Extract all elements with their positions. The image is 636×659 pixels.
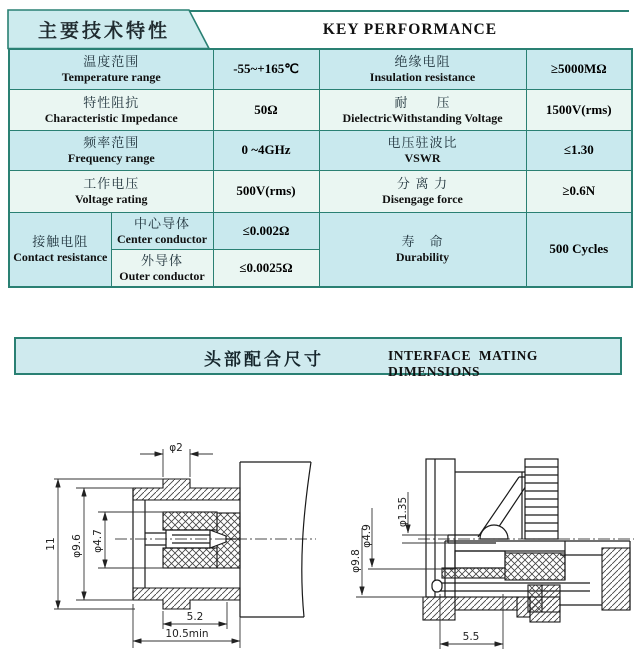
label-cn: 外导体 [141,252,184,268]
label-cn: 工作电压 [83,176,140,191]
cell-impedance-value: 50Ω [213,89,319,130]
cell-temperature-range-label [9,49,213,89]
cell-center-conductor-value: ≤0.002Ω [213,212,319,249]
label-cn: 特性阻抗 [83,94,140,110]
cell-insulation-resistance-value: ≥5000MΩ [526,49,632,89]
shell-bottom-wall [133,588,240,609]
dim-55-label: 5.5 [462,631,480,643]
label-en: Insulation resistance [369,70,476,85]
table-row [9,130,632,170]
insulator-upper [163,512,217,530]
dim-phi49-label: φ4.9 [361,524,373,548]
table-row [9,49,632,89]
label-cn: 绝缘电阻 [394,54,451,70]
jack-drawing [45,442,316,648]
cell-frequency-range-value: 0 ~4GHz [213,130,319,170]
cell-vswr-label [319,130,526,170]
section-title-cn: 头部配合尺寸 [204,350,324,369]
crimp-sleeve [423,597,455,620]
cell-insulation-resistance-label [319,49,526,89]
cell-center-conductor-label [111,212,213,249]
cell-outer-conductor-value: ≤0.0025Ω [213,249,319,287]
dim-phi47-label: φ4.7 [92,529,104,553]
label-cn: 中心导体 [134,215,191,231]
cell-voltage-rating-value: 500V(rms) [213,170,319,212]
dim-105-label: 10.5min [165,628,209,640]
label-en: Center conductor [116,231,208,246]
cell-withstanding-voltage-value: 1500V(rms) [526,89,632,130]
plug-insulator-main [505,553,565,580]
cell-disengage-force-value: ≥0.6N [526,170,632,212]
contact-lip [432,580,442,592]
label-cn: 分 离 力 [396,176,449,191]
label-en: Temperature range [61,70,161,85]
dim-52-label: 5.2 [186,611,204,623]
table-row [9,212,632,249]
cell-withstanding-voltage-label [319,89,526,130]
page-title-cn: 主要技术特性 [37,21,170,42]
label-en: Characteristic Impedance [44,110,178,125]
label-en: Disengage force [382,192,463,206]
label-cn: 耐 压 [394,94,451,110]
dim-phi96-label: φ9.6 [71,534,83,558]
cell-voltage-rating-label [9,170,213,212]
shell-top-wall [133,479,240,500]
label-en: Durability [395,250,450,265]
label-cn: 温度范围 [83,54,140,70]
table-row [9,170,632,212]
label-en: Frequency range [67,151,155,165]
label-cn: 寿 命 [401,234,444,250]
panel-outline [240,462,311,617]
cell-frequency-range-label [9,130,213,170]
shell-front-face [133,488,145,600]
cell-vswr-value: ≤1.30 [526,130,632,170]
section-banner [14,337,622,379]
panel-break-line [302,462,311,617]
page-title-en: KEY PERFORMANCE [322,21,498,38]
label-en: DielectricWithstanding Voltage [342,110,503,125]
label-en: Contact resistance [13,250,108,265]
cell-durability-value: 500 Cycles [526,212,632,287]
cell-durability-label [319,212,526,287]
cell-impedance-label [9,89,213,130]
label-cn: 电压驻波比 [387,135,458,150]
label-en: VSWR [404,151,441,165]
interface-drawings [0,420,636,659]
rear-nut-section [602,548,630,610]
cell-disengage-force-label [319,170,526,212]
cell-temperature-range-value: -55~+165℃ [213,49,319,89]
label-en: Outer conductor [119,268,205,283]
table-row [9,89,632,130]
label-cn: 接触电阻 [32,234,89,250]
cell-contact-resistance-label [9,212,111,287]
section-title-en: INTERFACE MATING DIMENSIONS [388,348,538,379]
dim-phi98-label: φ9.8 [350,549,362,573]
dim-phi135-label: φ1.35 [397,496,409,528]
plug-insulator-front [442,568,505,578]
dim-phi2-label: φ2 [169,442,183,454]
dim-height-label: 11 [45,537,57,551]
insulator-lower [163,548,217,568]
label-en: Voltage rating [74,192,148,206]
spec-table [8,48,633,288]
label-cn: 频率范围 [83,135,140,150]
plug-drawing [350,459,634,649]
cell-outer-conductor-label [111,249,213,287]
